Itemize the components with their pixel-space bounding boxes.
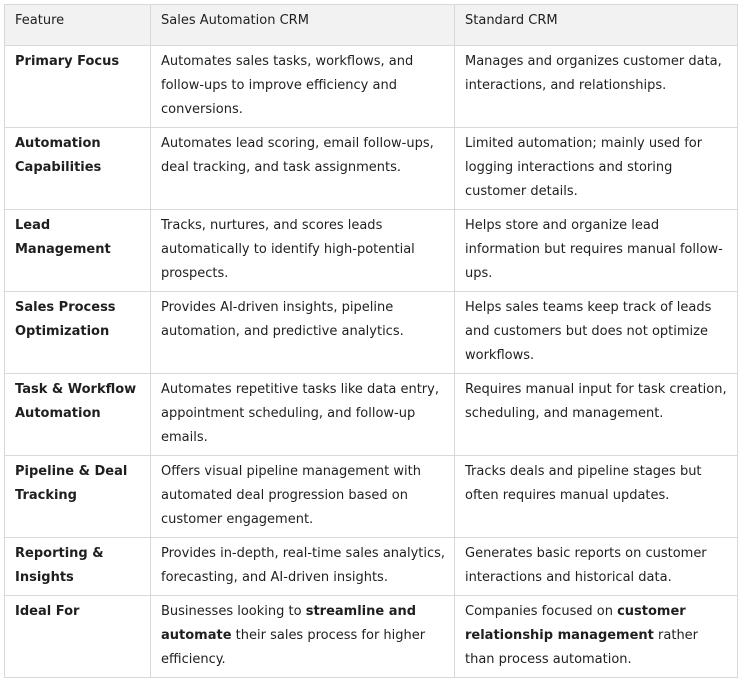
sales-cell: Provides AI-driven insights, pipeline automation, and predictive analytics. xyxy=(151,292,455,374)
table-row xyxy=(5,46,738,128)
standard-ideal-text-pre: Companies focused on xyxy=(465,604,618,619)
header-feature: Feature xyxy=(5,5,151,46)
sales-cell: Offers visual pipeline management with automated deal progression based on customer engagement. xyxy=(151,456,455,538)
table-row xyxy=(5,374,738,456)
feature-cell: Pipeline & Deal Tracking xyxy=(5,456,151,538)
standard-cell xyxy=(455,596,738,678)
table-body xyxy=(5,46,738,678)
table-row xyxy=(5,210,738,292)
sales-cell: Automates repetitive tasks like data entry, appointment scheduling, and follow-up emails. xyxy=(151,374,455,456)
sales-cell: Automates lead scoring, email follow-ups, deal tracking, and task assignments. xyxy=(151,128,455,210)
table-row-ideal-for xyxy=(5,596,738,678)
sales-ideal-text-post: their sales process for higher efficiency. xyxy=(161,628,426,667)
standard-cell: Helps sales teams keep track of leads and customers but does not optimize workflows. xyxy=(455,292,738,374)
standard-cell: Generates basic reports on customer interactions and historical data. xyxy=(455,538,738,596)
sales-cell: Automates sales tasks, workflows, and follow-ups to improve efficiency and conversions. xyxy=(151,46,455,128)
standard-cell: Manages and organizes customer data, interactions, and relationships. xyxy=(455,46,738,128)
feature-cell: Task & Workflow Automation xyxy=(5,374,151,456)
header-sales-automation-crm: Sales Automation CRM xyxy=(151,5,455,46)
sales-cell xyxy=(151,596,455,678)
comparison-table-container xyxy=(4,4,737,678)
comparison-table xyxy=(4,4,738,678)
table-row xyxy=(5,292,738,374)
feature-cell: Ideal For xyxy=(5,596,151,678)
table-row xyxy=(5,128,738,210)
sales-cell: Tracks, nurtures, and scores leads automatically to identify high-potential prospects. xyxy=(151,210,455,292)
feature-cell: Sales Process Optimization xyxy=(5,292,151,374)
table-row xyxy=(5,538,738,596)
sales-cell: Provides in-depth, real-time sales analytics, forecasting, and AI-driven insights. xyxy=(151,538,455,596)
feature-cell: Reporting & Insights xyxy=(5,538,151,596)
header-row xyxy=(5,5,738,46)
feature-cell: Automation Capabilities xyxy=(5,128,151,210)
standard-cell: Helps store and organize lead information but requires manual follow-ups. xyxy=(455,210,738,292)
feature-cell: Lead Management xyxy=(5,210,151,292)
feature-cell: Primary Focus xyxy=(5,46,151,128)
standard-cell: Limited automation; mainly used for logging interactions and storing customer details. xyxy=(455,128,738,210)
table-row xyxy=(5,456,738,538)
sales-ideal-text-pre: Businesses looking to xyxy=(161,604,306,619)
sales-ideal-text-bold: streamline and automate xyxy=(161,604,417,643)
standard-ideal-text-post: rather than process automation. xyxy=(465,628,699,667)
standard-cell: Tracks deals and pipeline stages but often requires manual updates. xyxy=(455,456,738,538)
standard-ideal-text-bold: customer relationship management xyxy=(465,604,686,643)
header-standard-crm: Standard CRM xyxy=(455,5,738,46)
table-header xyxy=(5,5,738,46)
standard-cell: Requires manual input for task creation, scheduling, and management. xyxy=(455,374,738,456)
